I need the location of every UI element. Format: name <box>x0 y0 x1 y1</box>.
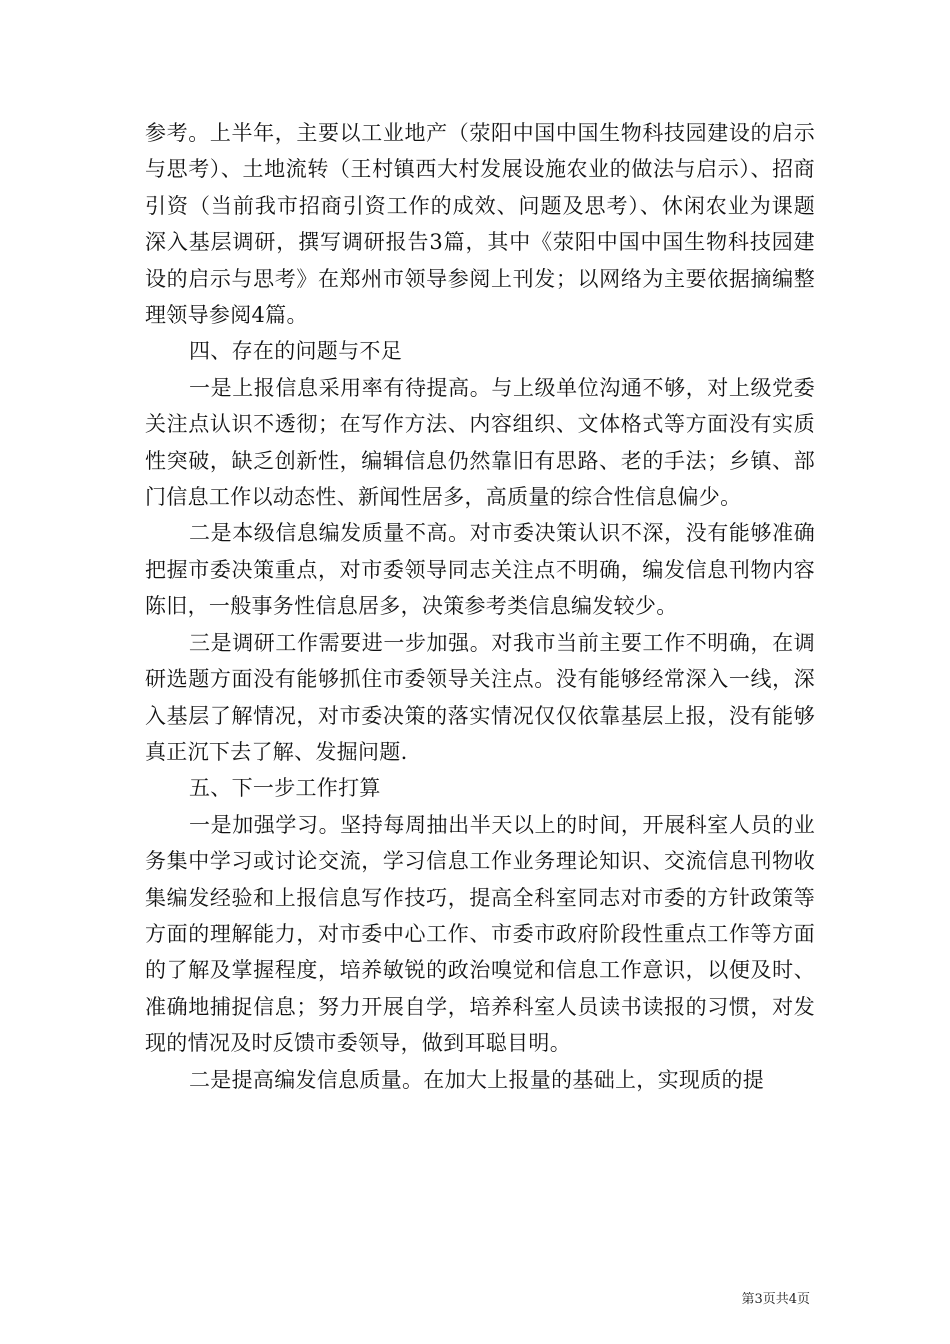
paragraph-1: 参考。上半年，主要以工业地产（荥阳中国中国生物科技园建设的启示与思考）、土地流转（王村镇西大村发展设施农业的做法与启示）、招商引资（当前我市招商引资工作的成效、问题及思考）、休闲农业为课题深入基层调研，撰写调研报告3篇，其中《荥阳中国中国生物科技园建设的启示与思考》在郑州市领导参阅上刊发；以网络为主要依据摘编整理领导参阅4篇。 <box>145 121 815 328</box>
paragraph-plan-2: 二是提高编发信息质量。在加大上报量的基础上，实现质的提 <box>189 1067 765 1092</box>
paragraph-issue-1: 一是上报信息采用率有待提高。与上级单位沟通不够，对上级党委关注点认识不透彻；在写作方法、内容组织、文体格式等方面没有实质性突破，缺乏创新性，编辑信息仍然靠旧有思路、老的手法；乡镇、部门信息工作以动态性、新闻性居多，高质量的综合性信息偏少。 <box>145 375 815 510</box>
paragraph-issue-3: 三是调研工作需要进一步加强。对我市当前主要工作不明确，在调研选题方面没有能够抓住市委领导关注点。没有能够经常深入一线，深入基层了解情况，对市委决策的落实情况仅仅依靠基层上报，没有能够真正沉下去了解、发掘问题. <box>145 630 815 764</box>
paragraph-issue-2: 二是本级信息编发质量不高。对市委决策认识不深，没有能够准确把握市委决策重点，对市委领导同志关注点不明确，编发信息刊物内容陈旧，一般事务性信息居多，决策参考类信息编发较少。 <box>145 521 815 619</box>
document-body <box>145 115 815 1098</box>
paragraph-plan-1: 一是加强学习。坚持每周抽出半天以上的时间，开展科室人员的业务集中学习或讨论交流，学习信息工作业务理论知识、交流信息刊物收集编发经验和上报信息写作技巧，提高全科室同志对市委的方针政策等方面的理解能力，对市委中心工作、市委市政府阶段性重点工作等方面的了解及掌握程度，培养敏锐的政治嗅觉和信息工作意识，以便及时、准确地捕捉信息；努力开展自学，培养科室人员读书读报的习惯，对发现的情况及时反馈市委领导，做到耳聪目明。 <box>145 812 815 1056</box>
section-heading-issues: 四、存在的问题与不足 <box>189 339 402 364</box>
section-heading-plan: 五、下一步工作打算 <box>189 776 381 801</box>
page-number-footer: 第3页共4页 <box>741 1292 810 1307</box>
